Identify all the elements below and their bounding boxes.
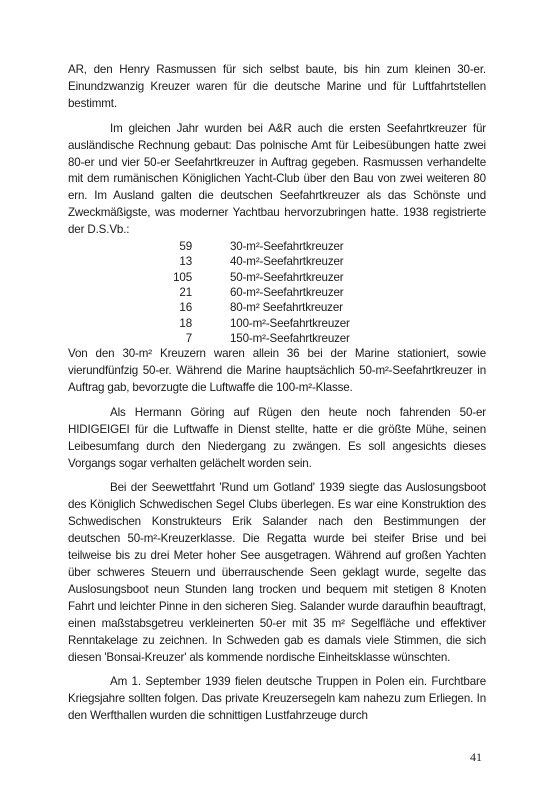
page-number: 41 bbox=[470, 750, 482, 764]
registry-row bbox=[160, 331, 350, 346]
registry-table bbox=[160, 239, 350, 346]
registry-count: 18 bbox=[179, 316, 192, 330]
paragraph: AR, den Henry Rasmussen für sich selbst baute, bis hin zum kleinen 30-er. Einundzwanzig Kreuzer waren für die deutsche Marine und für Luftfahrtstellen bestimmt. bbox=[68, 63, 486, 110]
paragraph: Am 1. September 1939 fielen deutsche Truppen in Polen ein. Furchtbare Kriegsjahre sollten folgen. Das private Kreuzersegeln kam nahezu zum Erliegen. In den Werfthallen wurden die schnittigen Lustfahrzeuge durch bbox=[68, 675, 486, 723]
paragraph: Bei der Seewettfahrt 'Rund um Gotland' 1939 siegte das Auslosungsboot des Königlich Schwedischen Segel Clubs überlegen. Es war eine Konstruktion des Schwedischen Konstrukteurs Erik Salander nach den Bestimmungen der deutschen 50-m²-Kreuzerklasse. Die Regatta wurde bei steifer Brise und bei teilweise bis zu drei Meter hoher See ausgetragen. Während auf großen Yachten über schweres Steuern und überrauschende Seen geklagt wurde, segelte das Auslosungsboot neun Stunden lang trocken und bequem mit stetigen 8 Knoten Fahrt und leichter Pinne in den sicheren Sieg. Salander wurde daraufhin beauftragt, einen maßstabsgetreu verkleinerten 50-er mit 35 m² Segelfläche und effektiver Renntakelage zu zeichnen. In Schweden gab es damals viele Stimmen, die sich diesen 'Bonsai-Kreuzer' als kommende nordische Einheitsklasse wünschten. bbox=[68, 481, 486, 664]
registry-class: 40-m²-Seefahrtkreuzer bbox=[230, 255, 344, 269]
paragraph: Von den 30-m² Kreuzern waren allein 36 bei der Marine stationiert, sowie vierundfünfzig 50-er. Während die Marine hauptsächlich 50-m²-Seefahrtkreuzer in Auftrag gab, bevorzugte die Luftwaffe die 100-m²-Klasse. bbox=[68, 347, 486, 394]
registry-class: 100-m²-Seefahrtkreuzer bbox=[230, 316, 350, 330]
registry-row bbox=[160, 270, 350, 285]
registry-class: 50-m²-Seefahrtkreuzer bbox=[230, 270, 344, 284]
registry-class: 80-m² Seefahrtkreuzer bbox=[230, 301, 343, 315]
registry-row bbox=[160, 300, 350, 315]
registry-count: 13 bbox=[179, 255, 192, 269]
registry-count: 7 bbox=[185, 331, 192, 345]
registry-row bbox=[160, 285, 350, 300]
registry-count: 16 bbox=[179, 301, 192, 315]
paragraph: Im gleichen Jahr wurden bei A&R auch die ersten Seefahrtkreuzer für ausländische Rechnung gebaut: Das polnische Amt für Leibesübungen hatte zwei 80-er und vier 50-er Seefahrtkreuzer in Auftrag gegeben. Rasmussen verhandelte mit dem rumänischen Königlichen Yacht-Club über den Bau von zwei weiteren 80 ern. Im Ausland galten die deutschen Seefahrtkreuzer als das Schönste und Zweckmäßigste, was moderner Yachtbau hervorzubringen hatte. 1938 registrierte der D.S.Vb.: bbox=[68, 121, 486, 237]
registry-class: 60-m²-Seefahrtkreuzer bbox=[230, 285, 344, 299]
registry-row bbox=[160, 316, 350, 331]
body-text bbox=[68, 62, 486, 725]
registry-count: 59 bbox=[179, 240, 192, 254]
registry-class: 150-m²-Seefahrtkreuzer bbox=[230, 331, 350, 345]
registry-class: 30-m²-Seefahrtkreuzer bbox=[230, 240, 344, 254]
registry-count: 105 bbox=[173, 270, 192, 284]
registry-count: 21 bbox=[179, 285, 192, 299]
registry-row bbox=[160, 254, 350, 269]
registry-row bbox=[160, 239, 350, 254]
paragraph: Als Hermann Göring auf Rügen den heute noch fahrenden 50-er HIDIGEIGEI für die Luftwaffe in Dienst stellte, hatte er die größte Mühe, seinen Leibesumfang durch den Niedergang zu zwängen. Es soll angesichts dieses Vorgangs sogar verhalten gelächelt worden sein. bbox=[68, 405, 486, 470]
